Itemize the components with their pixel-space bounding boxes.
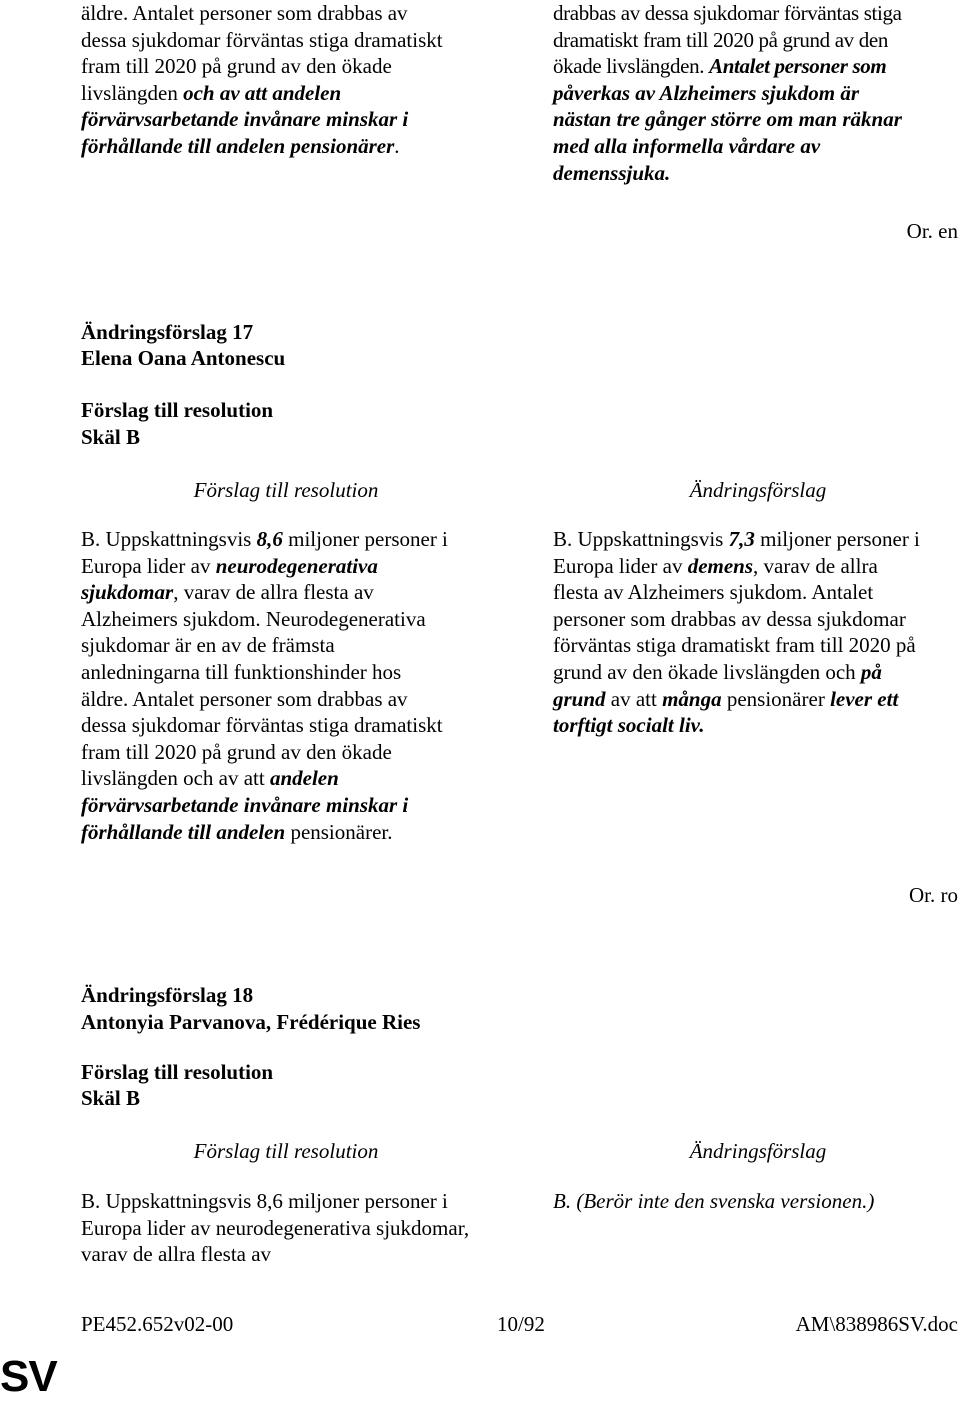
amendment-title [81,982,253,1009]
amendment-title [81,319,253,346]
amendment-17-original-text [81,526,491,845]
prev-amendment-right-col [553,0,960,186]
amendment-author: Antonyia Parvanova, Frédérique Ries [81,1010,421,1034]
text-line: miljoner personer i [754,527,920,551]
document-reference: Förslag till resolution [81,1060,274,1084]
text-line: personer som drabbas av dessa sjukdomar [553,606,906,631]
col-head-amendment: Ändringsförslag [689,478,827,502]
text-line: livslängden [81,80,184,105]
amendment-number: 18 [232,983,254,1007]
original-language: Or. en [906,219,958,243]
text-line: på [860,659,882,684]
text-line: B. Uppskattningsvis [553,527,729,551]
text-line: ökade livslängden. [553,54,710,79]
text-line: sjukdomar är en av de främsta [81,633,335,658]
text-line: demenssjuka. [553,160,671,185]
section-reference: Skäl B [81,425,140,449]
text-line: förvärvsarbetande invånare minskar i [81,792,409,817]
text-line: Europa lider av [81,553,216,578]
text-line: livslängden och av att [81,766,270,791]
text-line: . [394,133,400,158]
text-line: dessa sjukdomar förväntas stiga dramatiskt [81,713,443,738]
text-line: Alzheimers sjukdom. Neurodegenerativa [81,606,426,631]
text-line: flesta av Alzheimers sjukdom. Antalet [553,580,874,605]
amendment-number: 17 [232,320,254,344]
amendment-18-original-text: B. Uppskattningsvis 8,6 miljoner personer i Europa lider av neurodegenerativa sjukdomar, varav de allra flesta av [81,1189,470,1267]
col-head-original: Förslag till resolution [193,1139,379,1163]
footer-reference: PE452.652v02-00 [81,1312,234,1336]
amendment-18-amended-text: B. (Berör inte den svenska versionen.) [553,1189,875,1213]
text-line: äldre. Antalet personer som drabbas av [81,686,408,711]
text-line: miljoner personer i [282,527,448,551]
text-line: förhållande till andelen pensionärer [81,133,395,158]
text-line: äldre. Antalet personer som drabbas av [81,1,408,25]
text-line: grund [553,686,606,711]
text-line: demens [687,553,754,578]
text-line: Europa lider av [553,553,688,578]
section-reference: Skäl B [81,1086,140,1110]
text-line: påverkas av Alzheimers sjukdom är [553,80,860,105]
original-language: Or. ro [909,883,958,907]
amendment-label: Ändringsförslag [81,320,227,344]
text-line: B. Uppskattningsvis [81,527,257,551]
text-line: drabbas av dessa sjukdomar förväntas stiga [553,1,902,25]
text-line: , varav de allra flesta av [173,580,374,605]
text-line: , varav de allra [753,553,878,578]
col-head-original: Förslag till resolution [193,478,379,502]
document-reference: Förslag till resolution [81,398,274,422]
text-line: pensionärer. [285,819,393,844]
text-line: pensionärer [721,686,831,711]
amendment-author: Elena Oana Antonescu [81,346,286,370]
text-line: fram till 2020 på grund av den ökade [81,54,392,79]
footer-doc-name: AM\838986SV.doc [795,1312,958,1336]
text-line: 8,6 [256,527,283,551]
text-line: många [662,686,722,711]
text-line: förvärvsarbetande invånare minskar i [81,107,409,132]
language-code: SV [0,1352,57,1401]
text-line: och av att andelen [183,80,342,105]
text-line: nästan tre gånger större om man räknar [553,107,902,132]
text-line: förhållande till andelen [81,819,286,844]
text-line: anledningarna till funktionshinder hos [81,659,402,684]
col-head-amendment: Ändringsförslag [689,1139,827,1163]
text-line: fram till 2020 på grund av den ökade [81,739,392,764]
text-line: med alla informella vårdare av [553,133,821,158]
text-line: dessa sjukdomar förväntas stiga dramatiskt [81,27,443,52]
text-line: Antalet personer som [709,54,887,79]
amendment-label: Ändringsförslag [81,983,227,1007]
text-line: torftigt socialt liv. [553,713,705,738]
footer-page-number: 10/92 [497,1312,545,1336]
text-line: 7,3 [728,527,755,551]
prev-amendment-left-col [81,0,491,160]
text-line: lever ett [830,686,899,711]
text-line: grund av den ökade livslängden och [553,659,861,684]
text-line: neurodegenerativa [215,553,378,578]
text-line: av att [605,686,663,711]
text-line: förväntas stiga dramatiskt fram till 2020 på [553,633,916,658]
text-line: andelen [269,766,339,791]
text-line: sjukdomar [81,580,174,605]
amendment-17-amended-text [553,526,960,739]
text-line: dramatiskt fram till 2020 på grund av den [553,27,888,52]
